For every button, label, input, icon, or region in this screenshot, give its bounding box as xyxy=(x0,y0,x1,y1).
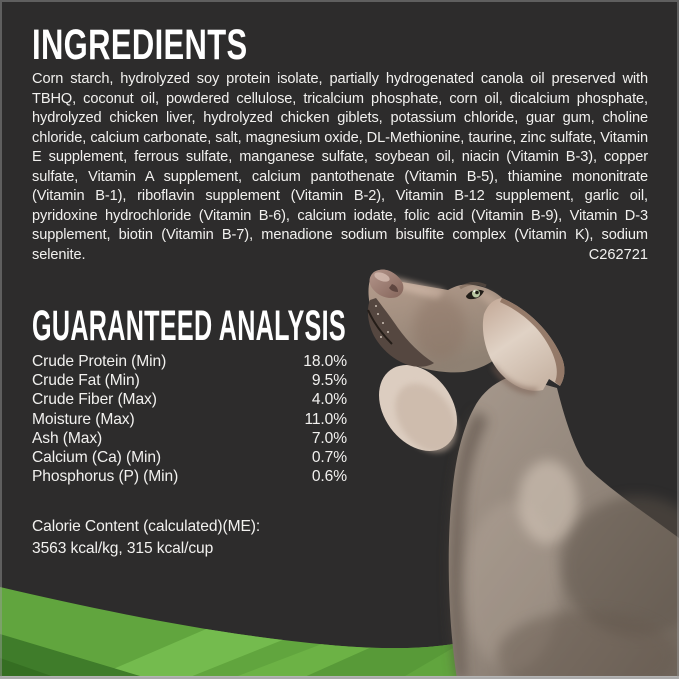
nutrient-name: Ash (Max) xyxy=(32,429,103,447)
calorie-content-line2: 3563 kcal/kg, 315 kcal/cup xyxy=(32,540,214,557)
calorie-content-block xyxy=(32,516,260,560)
ingredients-text: Corn starch, hydrolyzed soy protein isolate, partially hydrogenated canola oil preserved with TBHQ, coconut oil, powdered cellulose, tricalcium phosphate, corn oil, dicalcium phosphate, hydrolyzed chicken liver, hydrolyzed chicken giblets, potassium chloride, guar gum, choline chloride, calcium carbonate, salt, magnesium oxide, DL-Methionine, taurine, zinc sulfate, Vitamin E supplement, ferrous sulfate, manganese sulfate, soybean oil, niacin (Vitamin B-3), copper sulfate, Vitamin A supplement, calcium pantothenate (Vitamin B-5), thiamine mononitrate (Vitamin B-1), riboflavin supplement (Vitamin B-2), Vitamin B-12 supplement, garlic oil, pyridoxine hydrochloride (Vitamin B-6), calcium iodate, folic acid (Vitamin B-9), Vitamin D-3 supplement, biotin (Vitamin B-7), menadione sodium bisulfite complex (Vitamin K), sodium selenite. xyxy=(32,71,648,263)
nutrient-value: 7.0% xyxy=(311,429,347,447)
calorie-content-line1: Calorie Content (calculated)(ME): xyxy=(32,518,261,535)
nutrient-value: 11.0% xyxy=(304,410,347,428)
product-code: C262721 xyxy=(588,246,648,263)
ingredients-title: INGREDIENTS xyxy=(32,21,248,69)
analysis-row xyxy=(32,372,347,391)
analysis-row xyxy=(32,411,347,430)
guaranteed-analysis-title: GUARANTEED ANALYSIS xyxy=(32,302,346,350)
dog-body xyxy=(449,376,679,679)
nutrient-name: Calcium (Ca) (Min) xyxy=(32,448,162,466)
nutrient-value: 9.5% xyxy=(311,372,347,390)
nutrient-value: 0.6% xyxy=(311,468,347,486)
nutrient-value: 18.0% xyxy=(303,353,347,370)
analysis-row xyxy=(32,449,347,468)
analysis-row xyxy=(32,353,347,372)
nutrient-name: Crude Fat (Min) xyxy=(32,372,140,390)
nutrient-name: Moisture (Max) xyxy=(32,410,135,428)
nutrient-name: Crude Fiber (Max) xyxy=(32,391,157,409)
analysis-row xyxy=(32,430,347,449)
nutrient-value: 0.7% xyxy=(311,448,347,466)
nutrient-value: 4.0% xyxy=(311,391,347,409)
dog-ear-right xyxy=(483,298,565,394)
guaranteed-analysis-table xyxy=(32,353,347,487)
nutrient-name: Phosphorus (P) (Min) xyxy=(32,468,179,486)
nutrient-name: Crude Protein (Min) xyxy=(32,353,167,370)
dog-photo xyxy=(352,266,679,679)
analysis-row xyxy=(32,391,347,410)
analysis-row xyxy=(32,468,347,487)
ingredients-block xyxy=(32,70,648,265)
